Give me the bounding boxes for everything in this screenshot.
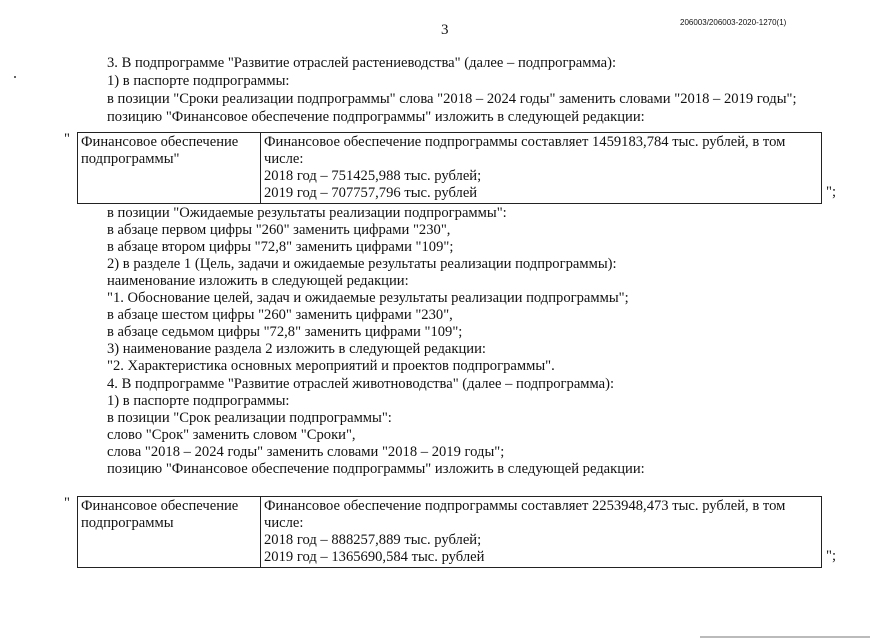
financing-table-2 bbox=[77, 496, 822, 568]
table2-label-line2: подпрограммы bbox=[81, 515, 174, 531]
table2-value-cell bbox=[261, 497, 822, 568]
section2-line-2: в абзаце первом цифры "260" заменить цифрами "230", bbox=[107, 222, 451, 238]
table1-value-line4: 2019 год – 707757,796 тыс. рублей bbox=[264, 185, 478, 201]
section2-line-9: 3) наименование раздела 2 изложить в следующей редакции: bbox=[107, 341, 486, 357]
section2-line-10: "2. Характеристика основных мероприятий и проектов подпрограммы". bbox=[107, 358, 555, 374]
section1-line-3: в позиции "Сроки реализации подпрограммы" слова "2018 – 2024 годы" заменить словами "2018 – 2019 годы"; bbox=[107, 91, 797, 107]
section2-line-5: наименование изложить в следующей редакции: bbox=[107, 273, 409, 289]
table1-open-quote: " bbox=[64, 131, 70, 147]
section1-line-4: позицию "Финансовое обеспечение подпрограммы" изложить в следующей редакции: bbox=[107, 109, 645, 125]
section2-line-14: слово "Срок" заменить словом "Сроки", bbox=[107, 427, 356, 443]
table2-value-line2: числе: bbox=[264, 515, 304, 531]
section2-line-13: в позиции "Срок реализации подпрограммы": bbox=[107, 410, 392, 426]
section2-line-15: слова "2018 – 2024 годы" заменить словами "2018 – 2019 годы"; bbox=[107, 444, 505, 460]
table2-label-cell bbox=[78, 497, 261, 568]
table2-value-line4: 2019 год – 1365690,584 тыс. рублей bbox=[264, 549, 485, 565]
section2-line-1: в позиции "Ожидаемые результаты реализации подпрограммы": bbox=[107, 205, 507, 221]
table1-value-line2: числе: bbox=[264, 151, 304, 167]
document-id: 206003/206003-2020-1270(1) bbox=[680, 18, 787, 27]
table2-value-line1: Финансовое обеспечение подпрограммы составляет 2253948,473 тыс. рублей, в том bbox=[264, 498, 786, 514]
table1-close-quote: "; bbox=[826, 184, 837, 200]
table2-open-quote: " bbox=[64, 495, 70, 511]
table1-label-line2: подпрограммы" bbox=[81, 151, 180, 167]
section1-line-2: 1) в паспорте подпрограммы: bbox=[107, 73, 290, 89]
section1-line-1: 3. В подпрограмме "Развитие отраслей растениеводства" (далее – подпрограмма): bbox=[107, 55, 616, 71]
section2-line-8: в абзаце седьмом цифры "72,8" заменить цифрами "109"; bbox=[107, 324, 463, 340]
section2-line-4: 2) в разделе 1 (Цель, задачи и ожидаемые результаты реализации подпрограммы): bbox=[107, 256, 617, 272]
table1-value-line1: Финансовое обеспечение подпрограммы составляет 1459183,784 тыс. рублей, в том bbox=[264, 134, 786, 150]
table1-value-line3: 2018 год – 751425,988 тыс. рублей; bbox=[264, 168, 482, 184]
table1-label-cell bbox=[78, 133, 261, 204]
section2-line-12: 1) в паспорте подпрограммы: bbox=[107, 393, 290, 409]
scan-edge-mark bbox=[700, 636, 870, 638]
table1-label-line1: Финансовое обеспечение bbox=[81, 134, 239, 150]
table2-value-line3: 2018 год – 888257,889 тыс. рублей; bbox=[264, 532, 482, 548]
table2-close-quote: "; bbox=[826, 548, 837, 564]
financing-table-1 bbox=[77, 132, 822, 204]
section2-line-6: "1. Обоснование целей, задач и ожидаемые результаты реализации подпрограммы"; bbox=[107, 290, 629, 306]
section2-line-11: 4. В подпрограмме "Развитие отраслей животноводства" (далее – подпрограмма): bbox=[107, 376, 615, 392]
table2-label-line1: Финансовое обеспечение bbox=[81, 498, 239, 514]
scan-speck bbox=[14, 76, 16, 78]
section2-line-16: позицию "Финансовое обеспечение подпрограммы" изложить в следующей редакции: bbox=[107, 461, 645, 477]
page-number: 3 bbox=[441, 22, 449, 38]
section2-line-7: в абзаце шестом цифры "260" заменить цифрами "230", bbox=[107, 307, 453, 323]
table1-value-cell bbox=[261, 133, 822, 204]
section2-line-3: в абзаце втором цифры "72,8" заменить цифрами "109"; bbox=[107, 239, 454, 255]
